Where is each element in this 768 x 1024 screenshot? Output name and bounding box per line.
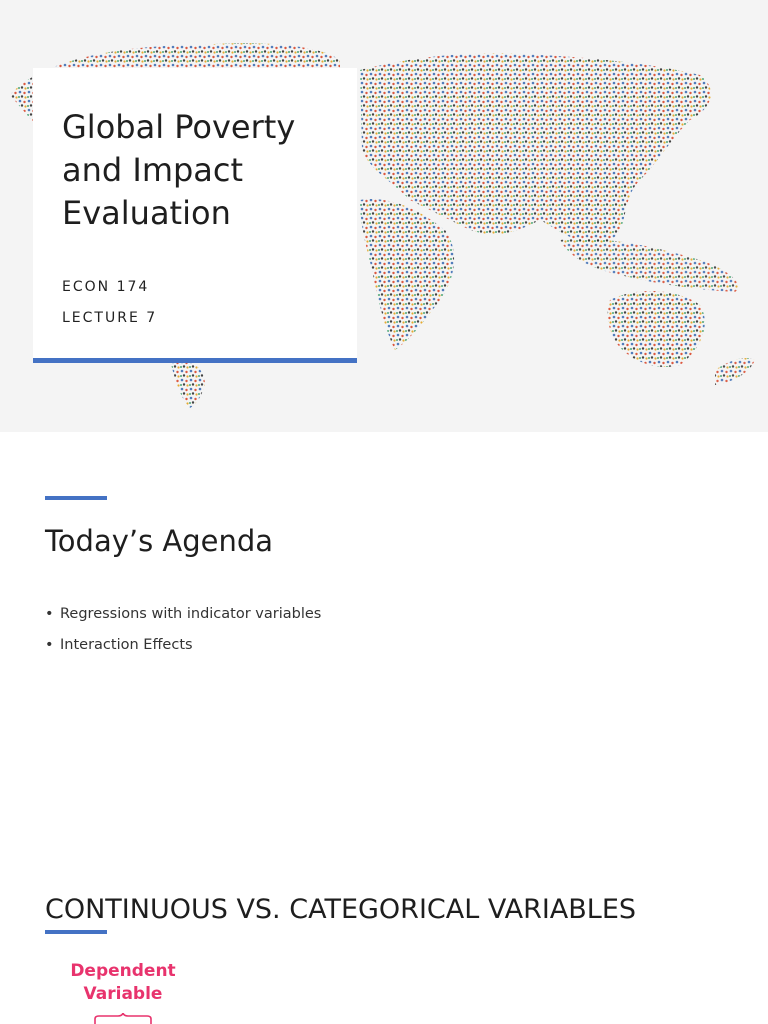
presentation-title: Global Poverty and Impact Evaluation: [62, 108, 296, 232]
course-code: ECON 174: [62, 279, 150, 295]
variables-title: CONTINUOUS VS. CATEGORICAL VARIABLES: [45, 894, 637, 925]
lecture-number: LECTURE 7: [62, 310, 158, 326]
accent-bar: [45, 496, 107, 500]
dependent-variable-label: [64, 960, 182, 1006]
agenda-item-text: Regressions with indicator variables: [60, 606, 322, 622]
agenda-title: Today’s Agenda: [45, 524, 274, 558]
agenda-item: [45, 602, 321, 633]
title-card: [33, 68, 357, 363]
agenda-item: [45, 633, 321, 664]
bullet-icon: •: [45, 637, 54, 653]
accent-bar: [45, 930, 107, 934]
label-line: Variable: [83, 984, 163, 1004]
agenda-slide: [0, 432, 768, 832]
bullet-icon: •: [45, 606, 54, 622]
variables-slide: [0, 832, 768, 1024]
title-slide: [0, 0, 768, 432]
agenda-item-text: Interaction Effects: [60, 637, 193, 653]
curly-brace-icon: [93, 1013, 153, 1024]
agenda-list: [45, 602, 321, 664]
label-line: Dependent: [70, 961, 176, 981]
